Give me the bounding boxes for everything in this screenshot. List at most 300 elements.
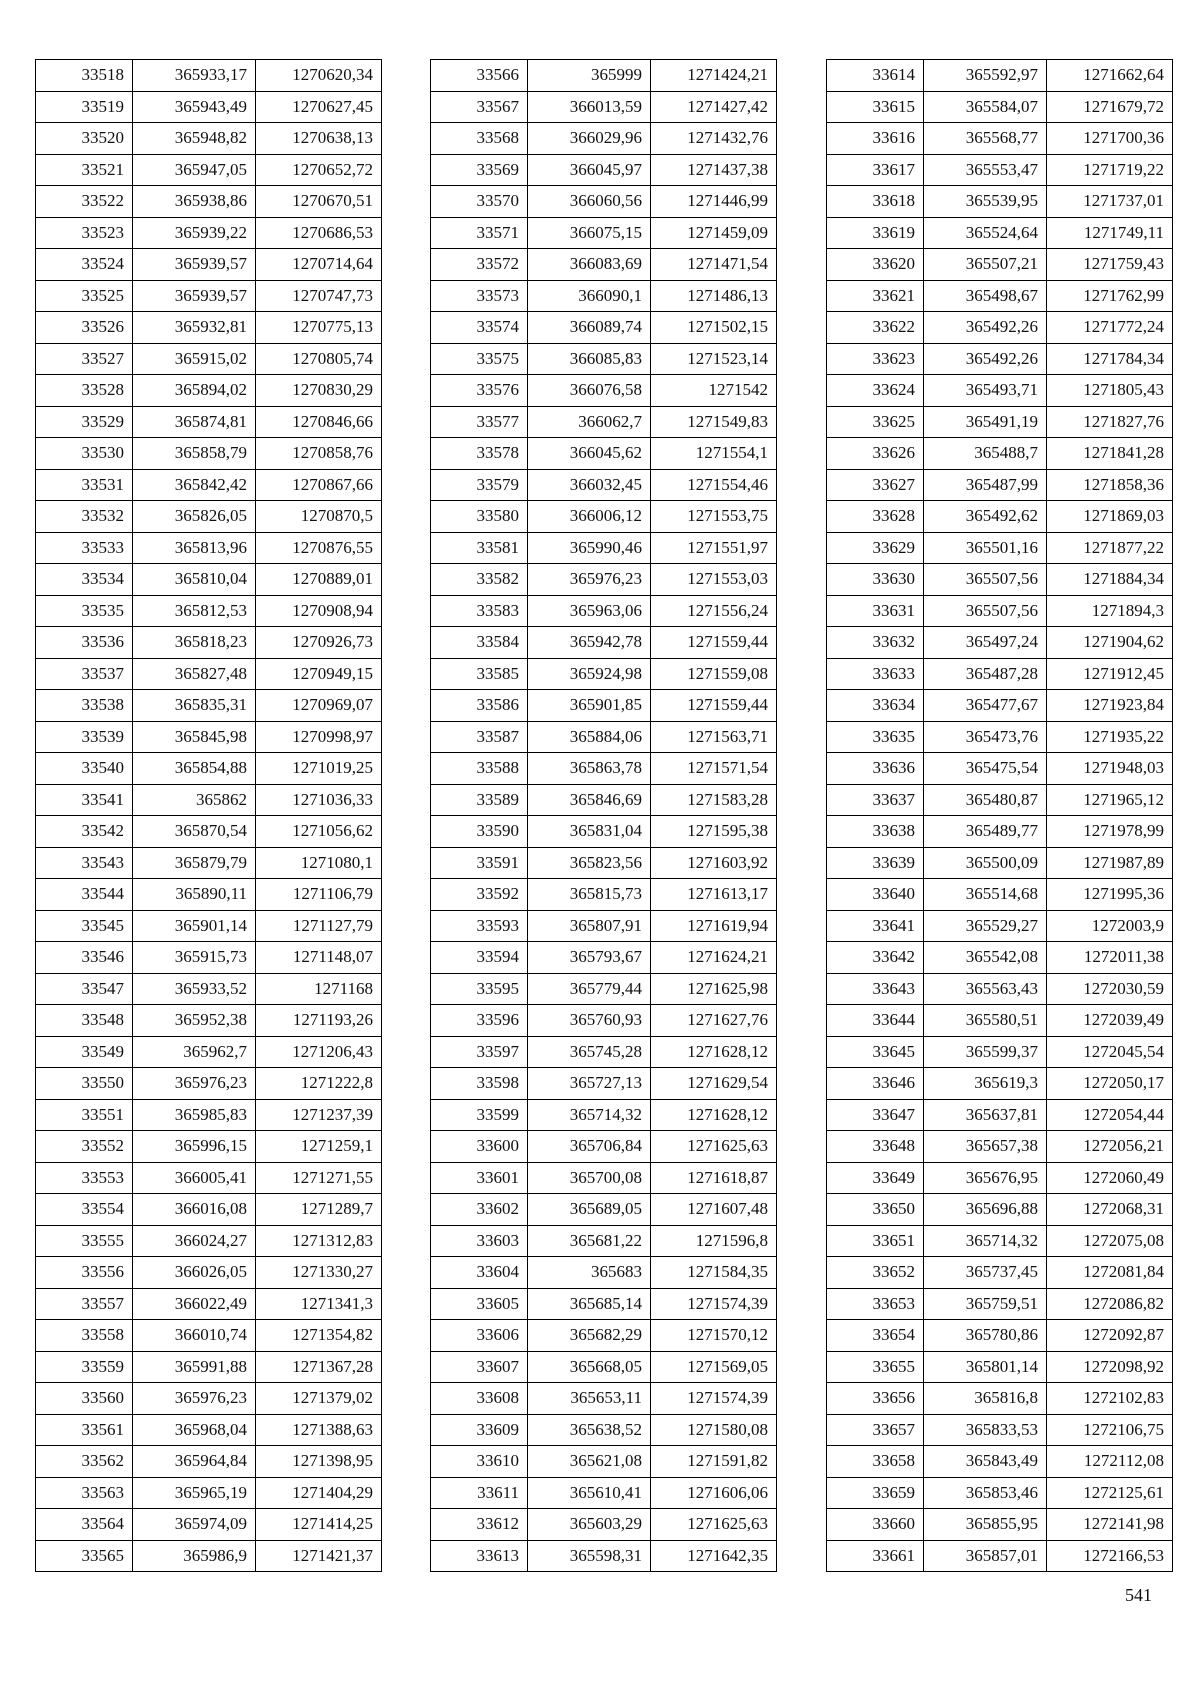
table-row — [827, 1288, 1173, 1320]
table-row — [827, 1194, 1173, 1226]
point-number-cell: 33578 — [431, 438, 528, 470]
point-number-cell: 33608 — [431, 1383, 528, 1415]
x-coordinate-cell: 365854,88 — [133, 753, 256, 785]
table-row — [431, 973, 777, 1005]
x-coordinate-cell: 365858,79 — [133, 438, 256, 470]
table-row — [827, 753, 1173, 785]
y-coordinate-cell: 1270805,74 — [256, 343, 382, 375]
point-number-cell: 33526 — [36, 312, 133, 344]
x-coordinate-cell: 365853,46 — [924, 1477, 1047, 1509]
table-row — [431, 1320, 777, 1352]
y-coordinate-cell: 1272039,49 — [1047, 1005, 1173, 1037]
point-number-cell: 33625 — [827, 406, 924, 438]
table-row — [827, 1036, 1173, 1068]
y-coordinate-cell: 1271427,42 — [651, 91, 777, 123]
y-coordinate-cell: 1271168 — [256, 973, 382, 1005]
x-coordinate-cell: 365976,23 — [133, 1068, 256, 1100]
table-row — [36, 690, 382, 722]
y-coordinate-cell: 1271591,82 — [651, 1446, 777, 1478]
point-number-cell: 33609 — [431, 1414, 528, 1446]
x-coordinate-cell: 366075,15 — [528, 217, 651, 249]
table-row — [431, 1257, 777, 1289]
point-number-cell: 33557 — [36, 1288, 133, 1320]
x-coordinate-cell: 365986,9 — [133, 1540, 256, 1572]
x-coordinate-cell: 365863,78 — [528, 753, 651, 785]
table-row — [431, 690, 777, 722]
y-coordinate-cell: 1271553,03 — [651, 564, 777, 596]
table-row — [431, 1540, 777, 1572]
point-number-cell: 33602 — [431, 1194, 528, 1226]
point-number-cell: 33549 — [36, 1036, 133, 1068]
y-coordinate-cell: 1271388,63 — [256, 1414, 382, 1446]
point-number-cell: 33579 — [431, 469, 528, 501]
table-row — [431, 942, 777, 974]
y-coordinate-cell: 1271613,17 — [651, 879, 777, 911]
y-coordinate-cell: 1271563,71 — [651, 721, 777, 753]
x-coordinate-cell: 365500,09 — [924, 847, 1047, 879]
table-row — [36, 60, 382, 92]
point-number-cell: 33569 — [431, 154, 528, 186]
point-number-cell: 33518 — [36, 60, 133, 92]
x-coordinate-cell: 365823,56 — [528, 847, 651, 879]
y-coordinate-cell: 1272086,82 — [1047, 1288, 1173, 1320]
x-coordinate-cell: 365563,43 — [924, 973, 1047, 1005]
y-coordinate-cell: 1271904,62 — [1047, 627, 1173, 659]
point-number-cell: 33546 — [36, 942, 133, 974]
x-coordinate-cell: 366032,45 — [528, 469, 651, 501]
y-coordinate-cell: 1272098,92 — [1047, 1351, 1173, 1383]
x-coordinate-cell: 365939,57 — [133, 280, 256, 312]
table-row — [827, 1414, 1173, 1446]
point-number-cell: 33641 — [827, 910, 924, 942]
x-coordinate-cell: 365542,08 — [924, 942, 1047, 974]
point-number-cell: 33597 — [431, 1036, 528, 1068]
y-coordinate-cell: 1271502,15 — [651, 312, 777, 344]
point-number-cell: 33590 — [431, 816, 528, 848]
table-row — [431, 627, 777, 659]
point-number-cell: 33603 — [431, 1225, 528, 1257]
point-number-cell: 33524 — [36, 249, 133, 281]
y-coordinate-cell: 1270969,07 — [256, 690, 382, 722]
table-row — [36, 1351, 382, 1383]
y-coordinate-cell: 1270889,01 — [256, 564, 382, 596]
table-row — [827, 595, 1173, 627]
y-coordinate-cell: 1271749,11 — [1047, 217, 1173, 249]
point-number-cell: 33594 — [431, 942, 528, 974]
table-row — [36, 627, 382, 659]
table-row — [827, 154, 1173, 186]
point-number-cell: 33550 — [36, 1068, 133, 1100]
table-row — [431, 91, 777, 123]
y-coordinate-cell: 1270627,45 — [256, 91, 382, 123]
x-coordinate-cell: 365890,11 — [133, 879, 256, 911]
table-row — [36, 343, 382, 375]
y-coordinate-cell: 1271869,03 — [1047, 501, 1173, 533]
y-coordinate-cell: 1270870,5 — [256, 501, 382, 533]
x-coordinate-cell: 365507,56 — [924, 564, 1047, 596]
point-number-cell: 33599 — [431, 1099, 528, 1131]
x-coordinate-cell: 365696,88 — [924, 1194, 1047, 1226]
point-number-cell: 33623 — [827, 343, 924, 375]
point-number-cell: 33655 — [827, 1351, 924, 1383]
y-coordinate-cell: 1270858,76 — [256, 438, 382, 470]
table-row — [36, 501, 382, 533]
y-coordinate-cell: 1271995,36 — [1047, 879, 1173, 911]
point-number-cell: 33560 — [36, 1383, 133, 1415]
coordinate-table-1 — [35, 59, 382, 1572]
table-row — [827, 1068, 1173, 1100]
point-number-cell: 33561 — [36, 1414, 133, 1446]
table-row — [36, 123, 382, 155]
table-row — [36, 1068, 382, 1100]
point-number-cell: 33538 — [36, 690, 133, 722]
x-coordinate-cell: 365901,85 — [528, 690, 651, 722]
y-coordinate-cell: 1271625,63 — [651, 1509, 777, 1541]
x-coordinate-cell: 365619,3 — [924, 1068, 1047, 1100]
table-row — [36, 154, 382, 186]
table-row — [431, 217, 777, 249]
point-number-cell: 33551 — [36, 1099, 133, 1131]
table-row — [827, 847, 1173, 879]
x-coordinate-cell: 365745,28 — [528, 1036, 651, 1068]
x-coordinate-cell: 365507,21 — [924, 249, 1047, 281]
point-number-cell: 33621 — [827, 280, 924, 312]
point-number-cell: 33598 — [431, 1068, 528, 1100]
y-coordinate-cell: 1271289,7 — [256, 1194, 382, 1226]
x-coordinate-cell: 366085,83 — [528, 343, 651, 375]
table-row — [36, 1446, 382, 1478]
point-number-cell: 33536 — [36, 627, 133, 659]
point-number-cell: 33596 — [431, 1005, 528, 1037]
point-number-cell: 33617 — [827, 154, 924, 186]
y-coordinate-cell: 1271700,36 — [1047, 123, 1173, 155]
table-row — [827, 1131, 1173, 1163]
point-number-cell: 33611 — [431, 1477, 528, 1509]
table-row — [431, 784, 777, 816]
y-coordinate-cell: 1271987,89 — [1047, 847, 1173, 879]
point-number-cell: 33651 — [827, 1225, 924, 1257]
point-number-cell: 33646 — [827, 1068, 924, 1100]
x-coordinate-cell: 365827,48 — [133, 658, 256, 690]
table-row — [827, 1446, 1173, 1478]
x-coordinate-cell: 365879,79 — [133, 847, 256, 879]
x-coordinate-cell: 365815,73 — [528, 879, 651, 911]
point-number-cell: 33535 — [36, 595, 133, 627]
point-number-cell: 33656 — [827, 1383, 924, 1415]
point-number-cell: 33605 — [431, 1288, 528, 1320]
y-coordinate-cell: 1271404,29 — [256, 1477, 382, 1509]
x-coordinate-cell: 365780,86 — [924, 1320, 1047, 1352]
y-coordinate-cell: 1271912,45 — [1047, 658, 1173, 690]
table-row — [827, 1351, 1173, 1383]
point-number-cell: 33633 — [827, 658, 924, 690]
point-number-cell: 33628 — [827, 501, 924, 533]
table-row — [827, 1509, 1173, 1541]
table-row — [431, 501, 777, 533]
y-coordinate-cell: 1271628,12 — [651, 1036, 777, 1068]
point-number-cell: 33563 — [36, 1477, 133, 1509]
point-number-cell: 33525 — [36, 280, 133, 312]
table-row — [36, 658, 382, 690]
y-coordinate-cell: 1270876,55 — [256, 532, 382, 564]
point-number-cell: 33573 — [431, 280, 528, 312]
y-coordinate-cell: 1270686,53 — [256, 217, 382, 249]
x-coordinate-cell: 365810,04 — [133, 564, 256, 596]
x-coordinate-cell: 365901,14 — [133, 910, 256, 942]
point-number-cell: 33533 — [36, 532, 133, 564]
point-number-cell: 33630 — [827, 564, 924, 596]
table-row — [827, 438, 1173, 470]
table-row — [36, 375, 382, 407]
x-coordinate-cell: 365939,22 — [133, 217, 256, 249]
table-row — [827, 1320, 1173, 1352]
table-row — [36, 217, 382, 249]
y-coordinate-cell: 1271056,62 — [256, 816, 382, 848]
y-coordinate-cell: 1271607,48 — [651, 1194, 777, 1226]
x-coordinate-cell: 365976,23 — [133, 1383, 256, 1415]
point-number-cell: 33640 — [827, 879, 924, 911]
table-row — [827, 312, 1173, 344]
table-row — [431, 1351, 777, 1383]
point-number-cell: 33530 — [36, 438, 133, 470]
point-number-cell: 33635 — [827, 721, 924, 753]
table-row — [827, 973, 1173, 1005]
x-coordinate-cell: 365894,02 — [133, 375, 256, 407]
x-coordinate-cell: 365812,53 — [133, 595, 256, 627]
y-coordinate-cell: 1271948,03 — [1047, 753, 1173, 785]
point-number-cell: 33654 — [827, 1320, 924, 1352]
point-number-cell: 33583 — [431, 595, 528, 627]
point-number-cell: 33556 — [36, 1257, 133, 1289]
table-row — [827, 280, 1173, 312]
x-coordinate-cell: 365492,62 — [924, 501, 1047, 533]
point-number-cell: 33610 — [431, 1446, 528, 1478]
point-number-cell: 33629 — [827, 532, 924, 564]
table-row — [36, 1477, 382, 1509]
y-coordinate-cell: 1271625,63 — [651, 1131, 777, 1163]
y-coordinate-cell: 1271569,05 — [651, 1351, 777, 1383]
y-coordinate-cell: 1271553,75 — [651, 501, 777, 533]
x-coordinate-cell: 365700,08 — [528, 1162, 651, 1194]
x-coordinate-cell: 365833,53 — [924, 1414, 1047, 1446]
x-coordinate-cell: 366016,08 — [133, 1194, 256, 1226]
x-coordinate-cell: 365637,81 — [924, 1099, 1047, 1131]
table-row — [431, 469, 777, 501]
y-coordinate-cell: 1270830,29 — [256, 375, 382, 407]
point-number-cell: 33558 — [36, 1320, 133, 1352]
y-coordinate-cell: 1271570,12 — [651, 1320, 777, 1352]
table-row — [827, 469, 1173, 501]
x-coordinate-cell: 365480,87 — [924, 784, 1047, 816]
x-coordinate-cell: 365965,19 — [133, 1477, 256, 1509]
x-coordinate-cell: 365657,38 — [924, 1131, 1047, 1163]
x-coordinate-cell: 365682,29 — [528, 1320, 651, 1352]
table-row — [36, 1099, 382, 1131]
x-coordinate-cell: 365475,54 — [924, 753, 1047, 785]
table-row — [431, 1162, 777, 1194]
table-row — [827, 375, 1173, 407]
point-number-cell: 33568 — [431, 123, 528, 155]
table-row — [827, 123, 1173, 155]
y-coordinate-cell: 1271312,83 — [256, 1225, 382, 1257]
table-row — [36, 879, 382, 911]
table-row — [431, 60, 777, 92]
x-coordinate-cell: 365991,88 — [133, 1351, 256, 1383]
point-number-cell: 33586 — [431, 690, 528, 722]
table-row — [36, 1540, 382, 1572]
table-row — [36, 973, 382, 1005]
point-number-cell: 33595 — [431, 973, 528, 1005]
point-number-cell: 33543 — [36, 847, 133, 879]
x-coordinate-cell: 365952,38 — [133, 1005, 256, 1037]
x-coordinate-cell: 365855,95 — [924, 1509, 1047, 1541]
y-coordinate-cell: 1270620,34 — [256, 60, 382, 92]
y-coordinate-cell: 1270714,64 — [256, 249, 382, 281]
y-coordinate-cell: 1271379,02 — [256, 1383, 382, 1415]
table-row — [36, 910, 382, 942]
point-number-cell: 33652 — [827, 1257, 924, 1289]
y-coordinate-cell: 1271421,37 — [256, 1540, 382, 1572]
table-row — [431, 847, 777, 879]
x-coordinate-cell: 365492,26 — [924, 343, 1047, 375]
x-coordinate-cell: 365599,37 — [924, 1036, 1047, 1068]
y-coordinate-cell: 1271259,1 — [256, 1131, 382, 1163]
x-coordinate-cell: 365874,81 — [133, 406, 256, 438]
point-number-cell: 33576 — [431, 375, 528, 407]
table-row — [827, 816, 1173, 848]
x-coordinate-cell: 365568,77 — [924, 123, 1047, 155]
x-coordinate-cell: 365939,57 — [133, 249, 256, 281]
y-coordinate-cell: 1271554,1 — [651, 438, 777, 470]
y-coordinate-cell: 1272003,9 — [1047, 910, 1173, 942]
table-row — [431, 1509, 777, 1541]
x-coordinate-cell: 365816,8 — [924, 1383, 1047, 1415]
table-row — [431, 658, 777, 690]
table-row — [431, 879, 777, 911]
y-coordinate-cell: 1271606,06 — [651, 1477, 777, 1509]
x-coordinate-cell: 366060,56 — [528, 186, 651, 218]
point-number-cell: 33634 — [827, 690, 924, 722]
point-number-cell: 33544 — [36, 879, 133, 911]
x-coordinate-cell: 365963,06 — [528, 595, 651, 627]
table-row — [431, 438, 777, 470]
x-coordinate-cell: 365580,51 — [924, 1005, 1047, 1037]
table-row — [431, 406, 777, 438]
y-coordinate-cell: 1271549,83 — [651, 406, 777, 438]
y-coordinate-cell: 1271642,35 — [651, 1540, 777, 1572]
point-number-cell: 33632 — [827, 627, 924, 659]
y-coordinate-cell: 1270846,66 — [256, 406, 382, 438]
x-coordinate-cell: 366045,97 — [528, 154, 651, 186]
point-number-cell: 33537 — [36, 658, 133, 690]
x-coordinate-cell: 365962,7 — [133, 1036, 256, 1068]
point-number-cell: 33584 — [431, 627, 528, 659]
y-coordinate-cell: 1271206,43 — [256, 1036, 382, 1068]
x-coordinate-cell: 365813,96 — [133, 532, 256, 564]
x-coordinate-cell: 365933,52 — [133, 973, 256, 1005]
y-coordinate-cell: 1271222,8 — [256, 1068, 382, 1100]
y-coordinate-cell: 1271486,13 — [651, 280, 777, 312]
table-row — [431, 343, 777, 375]
y-coordinate-cell: 1272112,08 — [1047, 1446, 1173, 1478]
table-row — [36, 1036, 382, 1068]
point-number-cell: 33618 — [827, 186, 924, 218]
x-coordinate-cell: 365976,23 — [528, 564, 651, 596]
table-row — [431, 753, 777, 785]
x-coordinate-cell: 365621,08 — [528, 1446, 651, 1478]
y-coordinate-cell: 1271237,39 — [256, 1099, 382, 1131]
table-row — [827, 879, 1173, 911]
x-coordinate-cell: 365831,04 — [528, 816, 651, 848]
point-number-cell: 33574 — [431, 312, 528, 344]
table-row — [827, 1225, 1173, 1257]
x-coordinate-cell: 365779,44 — [528, 973, 651, 1005]
y-coordinate-cell: 1272106,75 — [1047, 1414, 1173, 1446]
x-coordinate-cell: 365942,78 — [528, 627, 651, 659]
point-number-cell: 33522 — [36, 186, 133, 218]
point-number-cell: 33571 — [431, 217, 528, 249]
y-coordinate-cell: 1270775,13 — [256, 312, 382, 344]
x-coordinate-cell: 365603,29 — [528, 1509, 651, 1541]
table-row — [431, 1414, 777, 1446]
point-number-cell: 33650 — [827, 1194, 924, 1226]
x-coordinate-cell: 365668,05 — [528, 1351, 651, 1383]
point-number-cell: 33600 — [431, 1131, 528, 1163]
table-row — [431, 1446, 777, 1478]
point-number-cell: 33559 — [36, 1351, 133, 1383]
table-row — [827, 942, 1173, 974]
x-coordinate-cell: 365985,83 — [133, 1099, 256, 1131]
y-coordinate-cell: 1271367,28 — [256, 1351, 382, 1383]
table-row — [36, 721, 382, 753]
x-coordinate-cell: 365487,28 — [924, 658, 1047, 690]
table-row — [827, 1005, 1173, 1037]
y-coordinate-cell: 1271935,22 — [1047, 721, 1173, 753]
point-number-cell: 33643 — [827, 973, 924, 1005]
x-coordinate-cell: 365915,73 — [133, 942, 256, 974]
table-row — [827, 532, 1173, 564]
x-coordinate-cell: 365714,32 — [528, 1099, 651, 1131]
point-number-cell: 33631 — [827, 595, 924, 627]
y-coordinate-cell: 1271618,87 — [651, 1162, 777, 1194]
point-number-cell: 33588 — [431, 753, 528, 785]
point-number-cell: 33622 — [827, 312, 924, 344]
point-number-cell: 33548 — [36, 1005, 133, 1037]
x-coordinate-cell: 365807,91 — [528, 910, 651, 942]
point-number-cell: 33661 — [827, 1540, 924, 1572]
x-coordinate-cell: 365689,05 — [528, 1194, 651, 1226]
table-row — [36, 816, 382, 848]
point-number-cell: 33648 — [827, 1131, 924, 1163]
x-coordinate-cell: 365477,67 — [924, 690, 1047, 722]
point-number-cell: 33620 — [827, 249, 924, 281]
table-row — [431, 1099, 777, 1131]
x-coordinate-cell: 365584,07 — [924, 91, 1047, 123]
x-coordinate-cell: 365529,27 — [924, 910, 1047, 942]
x-coordinate-cell: 365793,67 — [528, 942, 651, 974]
y-coordinate-cell: 1271603,92 — [651, 847, 777, 879]
table-row — [431, 123, 777, 155]
y-coordinate-cell: 1271827,76 — [1047, 406, 1173, 438]
point-number-cell: 33644 — [827, 1005, 924, 1037]
point-number-cell: 33591 — [431, 847, 528, 879]
point-number-cell: 33564 — [36, 1509, 133, 1541]
point-number-cell: 33545 — [36, 910, 133, 942]
y-coordinate-cell: 1271584,35 — [651, 1257, 777, 1289]
x-coordinate-cell: 365845,98 — [133, 721, 256, 753]
y-coordinate-cell: 1271629,54 — [651, 1068, 777, 1100]
point-number-cell: 33645 — [827, 1036, 924, 1068]
